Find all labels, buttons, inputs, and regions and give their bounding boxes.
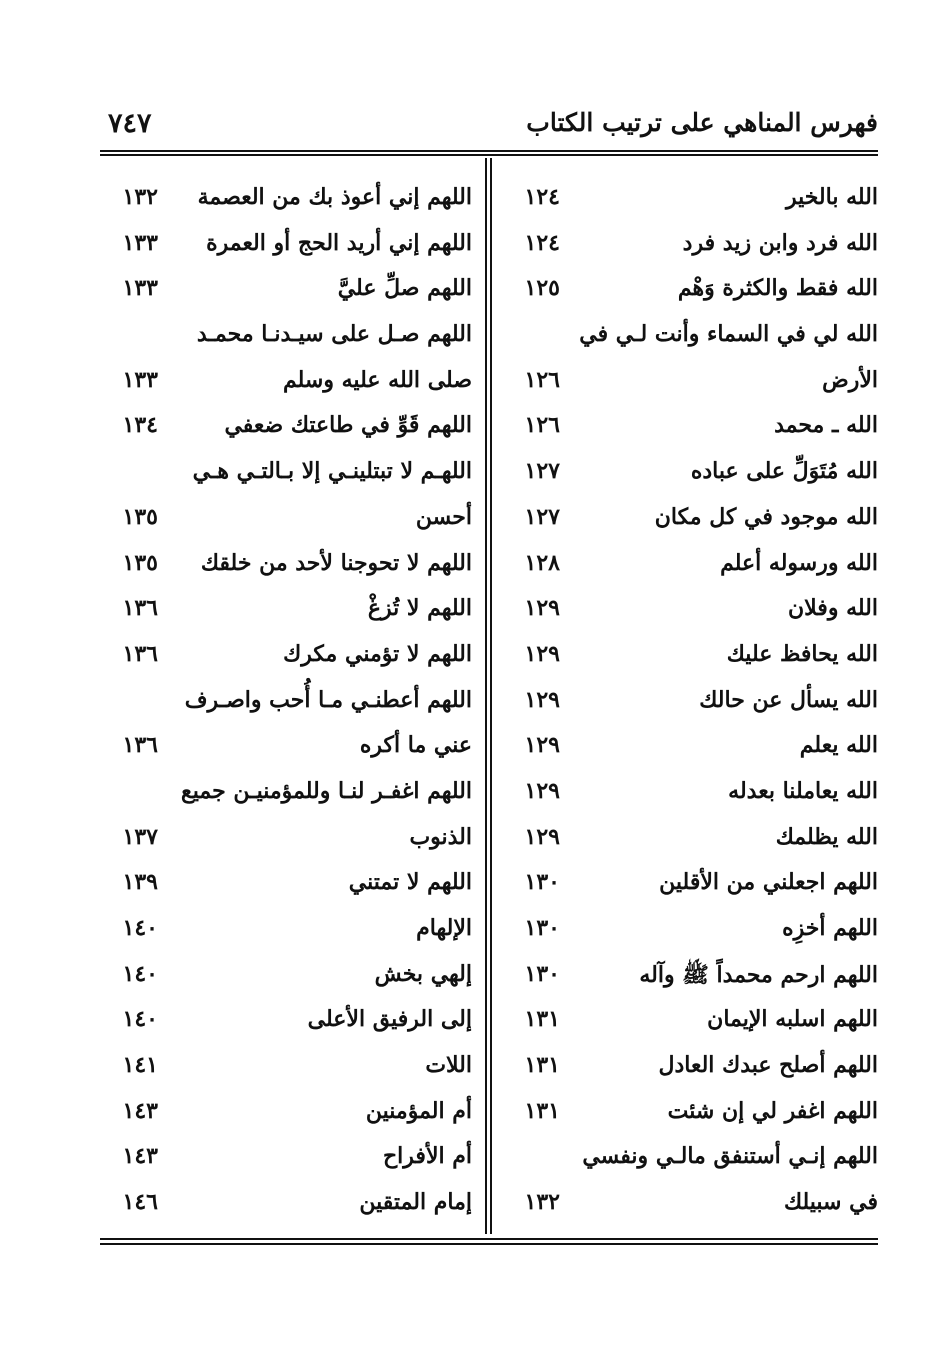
entry-term: الذنوب (409, 823, 472, 850)
index-entry (100, 271, 472, 317)
index-column-right (504, 180, 878, 1231)
entry-term: اللهـم لا تبتلينـي إلا بـالتـي هـي (192, 458, 472, 485)
entry-term: أم المؤمنين (365, 1097, 472, 1124)
entry-page-number: ١٤٠ (122, 960, 158, 987)
column-divider-right (490, 158, 492, 1234)
index-entry (100, 728, 472, 774)
index-entry (504, 180, 878, 226)
entry-term: اللهم إني أعوذ بك من العصمة (197, 184, 472, 210)
index-entry (504, 683, 878, 729)
entry-page-number: ١٣٠ (524, 869, 560, 896)
index-entry (504, 317, 878, 363)
index-entry (504, 911, 878, 957)
entry-page-number: ١٢٩ (524, 777, 560, 804)
entry-term: اللهم اجعلني من الأقلين (659, 869, 878, 896)
entry-term: اللهم صلِّ عليَّ (337, 275, 472, 302)
entry-term: الله وفلان (788, 595, 878, 622)
entry-page-number: ١٤٦ (122, 1189, 158, 1216)
index-entry (504, 865, 878, 911)
entry-page-number: ١٤٠ (122, 1006, 158, 1033)
book-title: فهرس المناهي على ترتيب الكتاب (526, 108, 878, 137)
entry-page-number: ١٣٢ (122, 184, 158, 210)
entry-page-number: ١٣٥ (122, 503, 158, 530)
entry-page-number: ١٤٠ (122, 915, 158, 941)
entry-page-number: ١٢٨ (524, 549, 560, 576)
index-entry (100, 180, 472, 226)
entry-term: اللهم أخزِه (782, 915, 878, 941)
entry-term: اللهم أعطنـي مـا أُحب واصـرف (184, 686, 472, 713)
entry-page-number: ١٣٢ (524, 1189, 560, 1216)
entry-page-number: ١٣٧ (122, 823, 158, 850)
entry-term: اللهم لا تمتني (348, 869, 472, 896)
entry-term: اللهم لا تؤمني مكرك (283, 640, 472, 667)
index-entry (504, 728, 878, 774)
index-entry (100, 546, 472, 592)
entry-term: الإلهام (416, 915, 472, 941)
index-entry (100, 774, 472, 820)
entry-page-number: ١٣٦ (122, 640, 158, 667)
entry-page-number: ١٢٤ (524, 184, 560, 210)
index-entry (504, 226, 878, 272)
entry-page-number: ١٤١ (122, 1052, 158, 1079)
entry-term: إمام المتقين (359, 1189, 472, 1216)
index-entry (504, 363, 878, 409)
entry-term: الأرض (822, 366, 878, 393)
page-header (100, 108, 878, 148)
entry-page-number: ١٢٤ (524, 229, 560, 256)
entry-page-number: ١٣٣ (122, 275, 158, 302)
index-entry (100, 683, 472, 729)
entry-page-number: ١٢٦ (524, 412, 560, 439)
entry-page-number: ١٣١ (524, 1097, 560, 1124)
entry-term: اللهم أصلح عبدك العادل (658, 1052, 878, 1079)
index-entry (100, 1002, 472, 1048)
entry-term: إلهي بخش (374, 960, 472, 987)
entry-term: اللهم اغفر لي إن شئت (667, 1097, 878, 1124)
index-entry (504, 454, 878, 500)
entry-term: الله بالخير (785, 184, 878, 210)
column-divider-left (485, 158, 487, 1234)
entry-term: الله يعاملنا بعدله (728, 777, 878, 804)
index-entry (100, 1185, 472, 1231)
index-entry (504, 957, 878, 1003)
entry-term: الله يظلمك (775, 823, 878, 850)
entry-page-number: ١٢٩ (524, 686, 560, 713)
index-entry (100, 500, 472, 546)
index-entry (504, 1048, 878, 1094)
entry-page-number: ١٢٩ (524, 640, 560, 667)
index-entry (100, 865, 472, 911)
index-entry (100, 1139, 472, 1185)
index-entry (504, 820, 878, 866)
index-entry (100, 408, 472, 454)
entry-term: أحسن (415, 503, 472, 530)
index-entry (504, 774, 878, 820)
entry-page-number: ١٣٣ (122, 229, 158, 256)
entry-term: الله يسأل عن حالك (699, 686, 878, 713)
entry-page-number: ١٢٧ (524, 458, 560, 485)
entry-page-number: ١٣١ (524, 1052, 560, 1079)
entry-term: اللهم قَوِّ في طاعتك ضعفي (224, 412, 472, 439)
index-entry (504, 637, 878, 683)
index-column-left (100, 180, 472, 1231)
footer-rule-bottom (100, 1243, 878, 1245)
entry-term: صلى الله عليه وسلم (283, 366, 472, 393)
entry-term: عني ما أكره (359, 732, 472, 759)
entry-page-number: ١٢٥ (524, 275, 560, 302)
index-entry (504, 546, 878, 592)
entry-term: إلى الرفيق الأعلى (307, 1006, 472, 1033)
entry-page-number: ١٢٦ (524, 366, 560, 393)
entry-page-number: ١٢٧ (524, 503, 560, 530)
entry-term: الله يحافظ عليك (726, 640, 878, 667)
entry-page-number: ١٣٣ (122, 366, 158, 393)
entry-term: في سبيلك (783, 1189, 878, 1216)
entry-term: الله يعلم (799, 732, 878, 759)
entry-term: الله ـ محمد (774, 412, 878, 439)
index-entry (100, 911, 472, 957)
entry-page-number: ١٢٩ (524, 595, 560, 622)
page-number: ٧٤٧ (108, 108, 152, 139)
entry-page-number: ١٢٩ (524, 732, 560, 759)
index-entry (100, 317, 472, 363)
entry-page-number: ١٣٠ (524, 960, 560, 987)
index-entry (504, 271, 878, 317)
index-entry (100, 454, 472, 500)
entry-term: الله مُتَوَلِّ على عباده (690, 458, 878, 485)
footer-rule-top (100, 1238, 878, 1240)
entry-term: الله موجود في كل مكان (654, 503, 878, 530)
index-entry (504, 591, 878, 637)
entry-page-number: ١٤٣ (122, 1097, 158, 1124)
entry-term: الله ورسوله أعلم (720, 549, 878, 576)
index-entry (504, 500, 878, 546)
index-entry (100, 226, 472, 272)
entry-term: اللهم لا تُزغْ (367, 595, 472, 622)
index-entry (504, 1094, 878, 1140)
entry-term: اللهم اسلبه الإيمان (707, 1006, 878, 1033)
entry-term: اللات (425, 1052, 472, 1079)
header-rule-bottom (100, 154, 878, 156)
index-entry (100, 820, 472, 866)
entry-page-number: ١٣١ (524, 1006, 560, 1033)
entry-term: اللهم اغفـر لنـا وللمؤمنيـن جميع (181, 777, 472, 804)
header-rule-top (100, 150, 878, 152)
entry-page-number: ١٤٣ (122, 1143, 158, 1170)
index-entry (100, 637, 472, 683)
entry-page-number: ١٢٩ (524, 823, 560, 850)
entry-term: اللهم صـل على سيـدنـا محمـد (196, 321, 472, 348)
entry-page-number: ١٣٤ (122, 412, 158, 439)
entry-term: اللهم لا تحوجنا لأحد من خلقك (200, 549, 472, 576)
index-entry (100, 957, 472, 1003)
entry-term: الله فقط والكثرة وَهْم (677, 275, 878, 302)
entry-page-number: ١٣٦ (122, 595, 158, 622)
entry-page-number: ١٣٠ (524, 915, 560, 941)
entry-term: الله فرد وابن زيد فرد (682, 229, 878, 256)
entry-page-number: ١٣٩ (122, 869, 158, 896)
entry-page-number: ١٣٦ (122, 732, 158, 759)
index-entry (504, 408, 878, 454)
index-entry (100, 363, 472, 409)
entry-term: الله لي في السماء وأنت لـي في (579, 321, 878, 348)
entry-term: اللهم ارحم محمداً ﷺ وآله (639, 961, 878, 988)
index-entry (100, 1094, 472, 1140)
index-entry (100, 1048, 472, 1094)
index-entry (504, 1139, 878, 1185)
index-entry (100, 591, 472, 637)
entry-term: أم الأفراح (382, 1143, 472, 1170)
entry-page-number: ١٣٥ (122, 549, 158, 576)
entry-term: اللهم إنـي أستنفق مالـي ونفسي (582, 1143, 878, 1170)
entry-term: اللهم إني أريد الحج أو العمرة (206, 229, 472, 256)
index-entry (504, 1185, 878, 1231)
index-entry (504, 1002, 878, 1048)
